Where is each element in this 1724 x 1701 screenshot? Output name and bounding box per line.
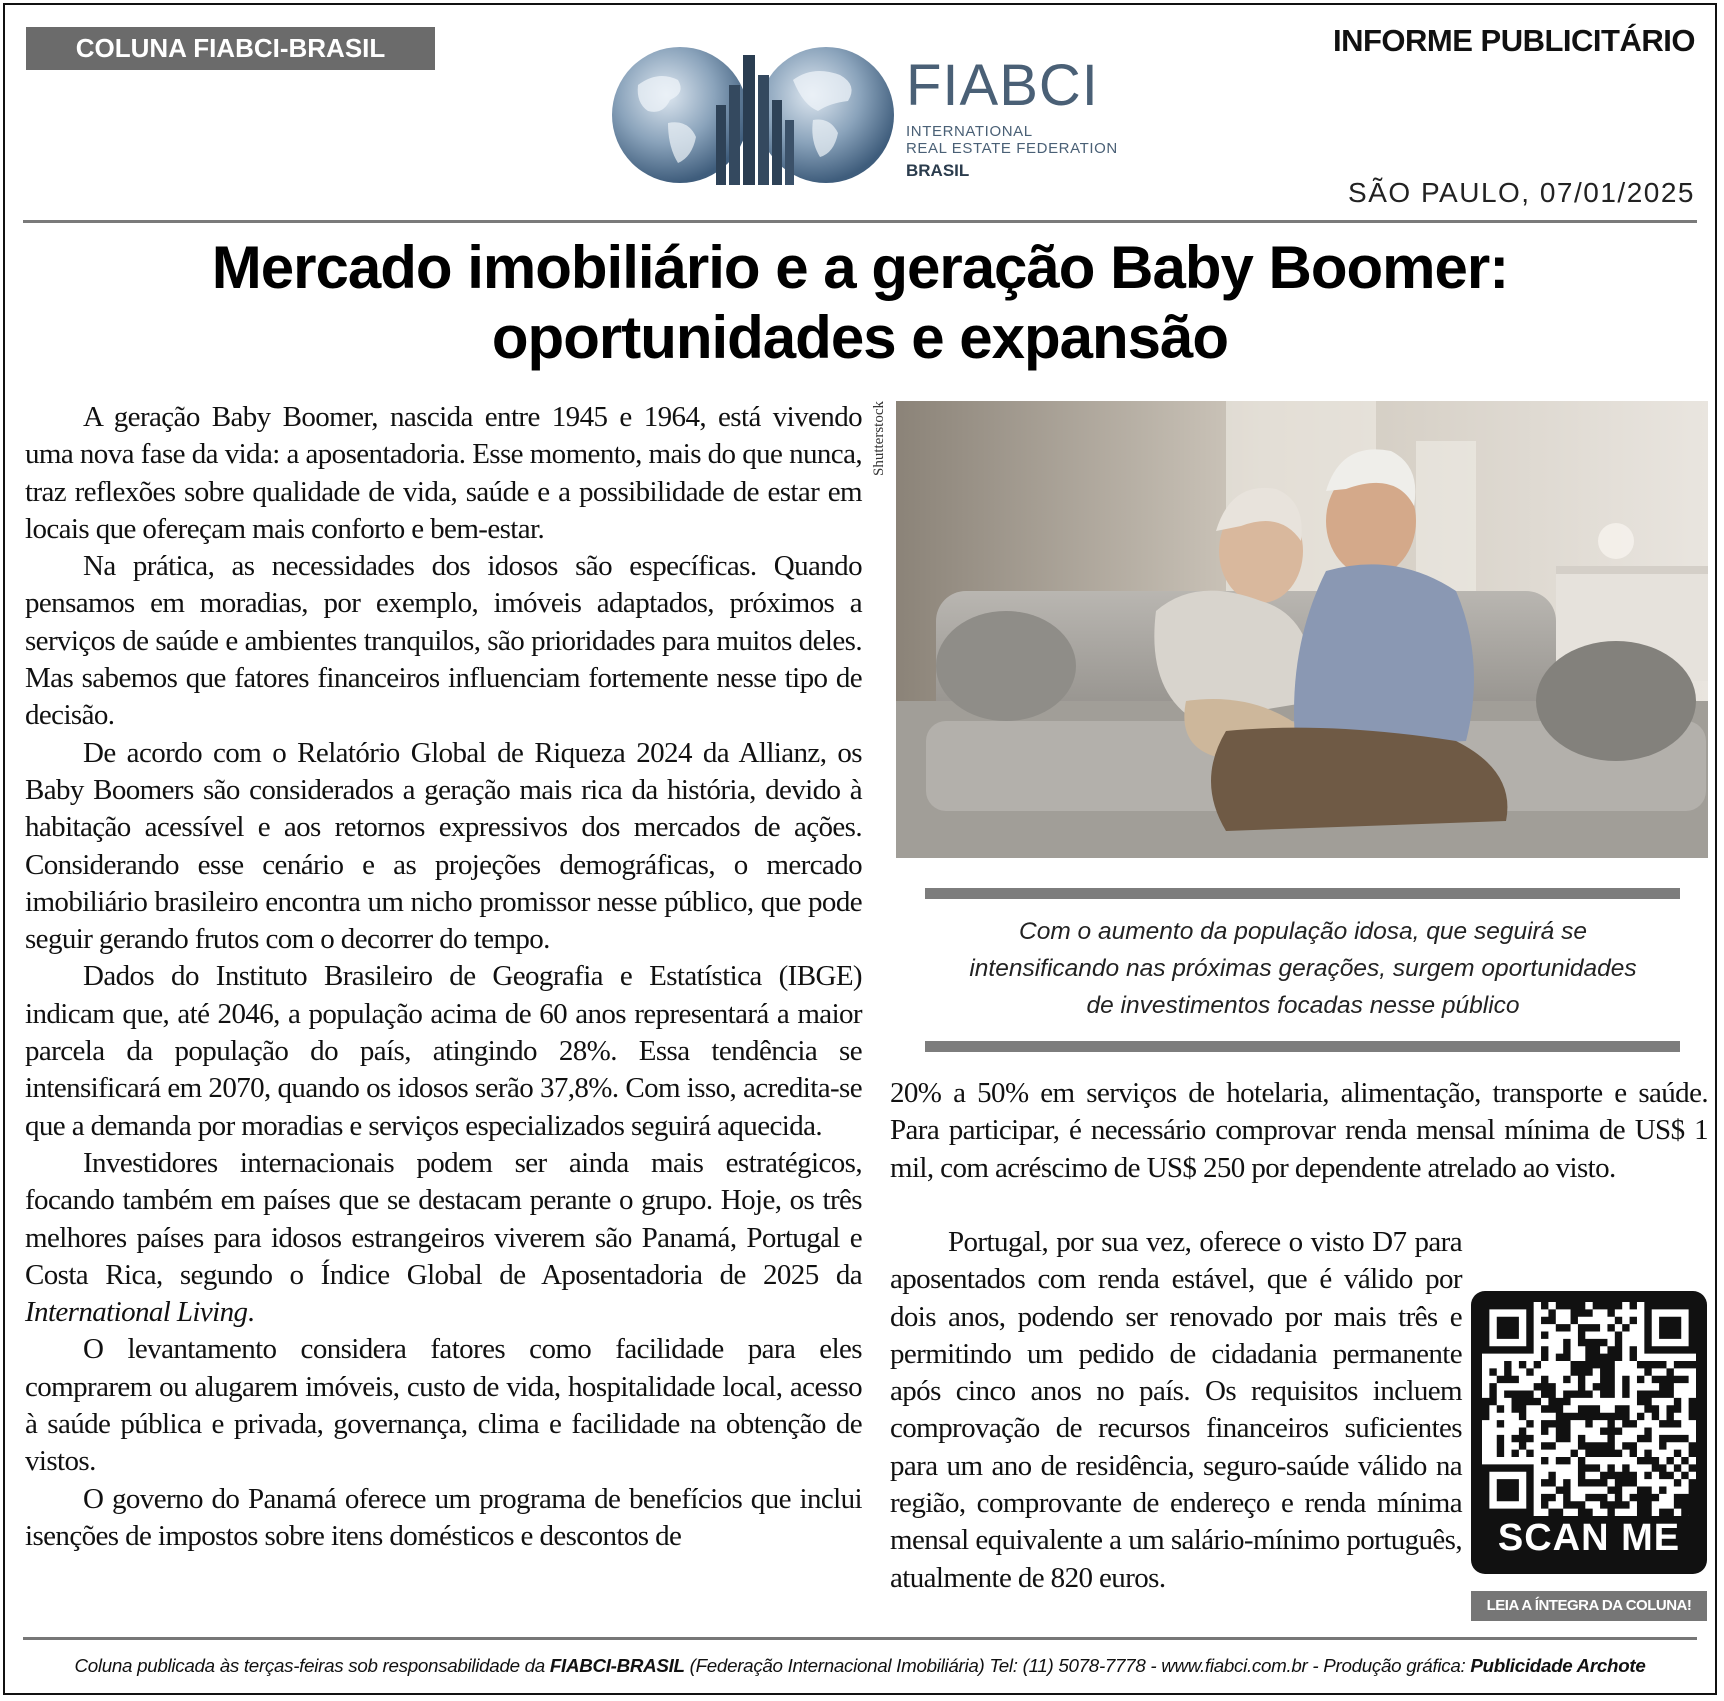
footer-credits: [5, 1655, 1715, 1677]
caption-line-1: Com o aumento da população idosa, que seguirá se: [1019, 918, 1587, 945]
footer-text-2: (Federação Internacional Imobiliária) Tel: (11) 5078-7778 - www.fiabci.com.br - Produção gráfica:: [684, 1655, 1471, 1676]
fiabci-logo: [608, 45, 1128, 185]
publication-name: International Living: [25, 1296, 248, 1329]
footer-producer: Publicidade Archote: [1470, 1655, 1646, 1676]
logo-wordmark: FIABCI: [906, 53, 1099, 118]
photo-senior-couple: [896, 401, 1708, 858]
logo-subtitle-2: REAL ESTATE FEDERATION: [906, 140, 1118, 157]
paragraph-1: A geração Baby Boomer, nascida entre 1945 e 1964, está vivendo uma nova fase da vida: a aposentadoria. Esse momento, mais do que nunca, traz reflexões sobre qualidade de vida, saúde e a possibilidade de estar em locais que ofereçam mais conforto e bem-estar.: [25, 401, 862, 545]
headline-line-2: oportunidades e expansão: [491, 304, 1229, 371]
bottom-rule: [23, 1637, 1697, 1640]
photo-credit: Shutterstock: [871, 401, 887, 476]
paragraph-8: Portugal, por sua vez, oferece o visto D7 para aposentados com renda estável, que é válido por dois anos, podendo ser renovado por mais três e permitindo um pedido de cidadania permanente após cinco anos no país. Os requisitos incluem comprovação de recursos financeiros suficientes para um ano de residência, seguro-saúde válido na região, comprovante de endereço e renda mínima mensal equivalente a um salário-mínimo português, atualmente de 820 euros.: [890, 1226, 1462, 1594]
paragraph-5-end: .: [247, 1296, 255, 1329]
headline-line-1: Mercado imobiliário e a geração Baby Boomer:: [211, 234, 1509, 301]
scan-me-label: SCAN ME: [1497, 1517, 1681, 1559]
qr-code[interactable]: [1482, 1302, 1696, 1516]
informe-label: INFORME PUBLICITÁRIO: [1333, 23, 1695, 58]
paragraph-3: De acordo com o Relatório Global de Riqueza 2024 da Allianz, os Baby Boomers são considerados a geração mais rica da história, devido à habitação acessível e aos retornos expressivos dos mercados de ações. Considerando esse cenário e as projeções demográficas, o mercado imobiliário brasileiro encontra um nicho promissor nesse público, que pode seguir gerando frutos com o decorrer do tempo.: [25, 736, 862, 956]
paragraph-4: Dados do Instituto Brasileiro de Geografia e Estatística (IBGE) indicam que, até 2046, a população acima de 60 anos representará a maior parcela da população do país, atingindo 28%. Essa tendência se intensificará em 2070, quando os idosos serão 37,8%. Com isso, acredita-se que a demanda por moradias e serviços especializados seguirá aquecida.: [25, 960, 862, 1142]
dateline: SÃO PAULO, 07/01/2025: [1348, 177, 1695, 208]
photo-illustration: [896, 401, 1708, 858]
paragraph-5: [25, 1145, 862, 1331]
globe-logo-icon: [608, 45, 898, 185]
read-full-column-link[interactable]: LEIA A ÍNTEGRA DA COLUNA!: [1471, 1591, 1707, 1621]
top-rule: [23, 220, 1697, 223]
caption-rule-bottom: [925, 1041, 1680, 1052]
footer-text-1: Coluna publicada às terças-feiras sob responsabilidade da: [74, 1655, 550, 1676]
paragraph-7: O governo do Panamá oferece um programa de benefícios que inclui isenções de impostos sobre itens domésticos e descontos de: [25, 1482, 862, 1552]
qr-code-icon: [1482, 1302, 1696, 1516]
headline: [25, 233, 1695, 373]
photo-caption: [895, 913, 1711, 1024]
logo-brasil: BRASIL: [906, 161, 970, 180]
paragraph-7-continued: 20% a 50% em serviços de hotelaria, alimentação, transporte e saúde. Para participar, é necessário comprovar renda mensal mínima de US$ 1 mil, com acréscimo de US$ 250 por dependente atrelado ao visto.: [890, 1077, 1708, 1184]
caption-line-2: intensificando nas próximas gerações, surgem oportunidades: [969, 955, 1637, 982]
paragraph-5-text: Investidores internacionais podem ser ainda mais estratégicos, focando também em países que se destacam perante o grupo. Hoje, os três melhores países para idosos estrangeiros viverem são Panamá, Portugal e Costa Rica, segundo o Índice Global de Aposentadoria de 2025 da: [25, 1146, 862, 1291]
article-left-column: [25, 399, 862, 1555]
newspaper-page: [3, 3, 1717, 1695]
article-right-column-top: [890, 1075, 1708, 1187]
paragraph-6: O levantamento considera fatores como facilidade para eles comprarem ou alugarem imóveis, custo de vida, hospitalidade local, acesso à saúde pública e privada, governança, clima e facilidade na obtenção de vistos.: [25, 1333, 862, 1478]
footer-org: FIABCI-BRASIL: [549, 1655, 685, 1676]
caption-line-3: de investimentos focadas nesse público: [1086, 992, 1520, 1019]
paragraph-2: Na prática, as necessidades dos idosos são específicas. Quando pensamos em moradias, por exemplo, imóveis adaptados, próximos a serviços de saúde e ambientes tranquilos, são prioridades para muitos deles. Mas sabemos que fatores financeiros influenciam fortemente nesse tipo de decisão.: [25, 550, 862, 732]
qr-code-card[interactable]: [1471, 1291, 1707, 1574]
column-badge: COLUNA FIABCI-BRASIL: [26, 27, 435, 70]
logo-subtitle-1: INTERNATIONAL: [906, 123, 1033, 140]
caption-rule-top: [925, 888, 1680, 899]
